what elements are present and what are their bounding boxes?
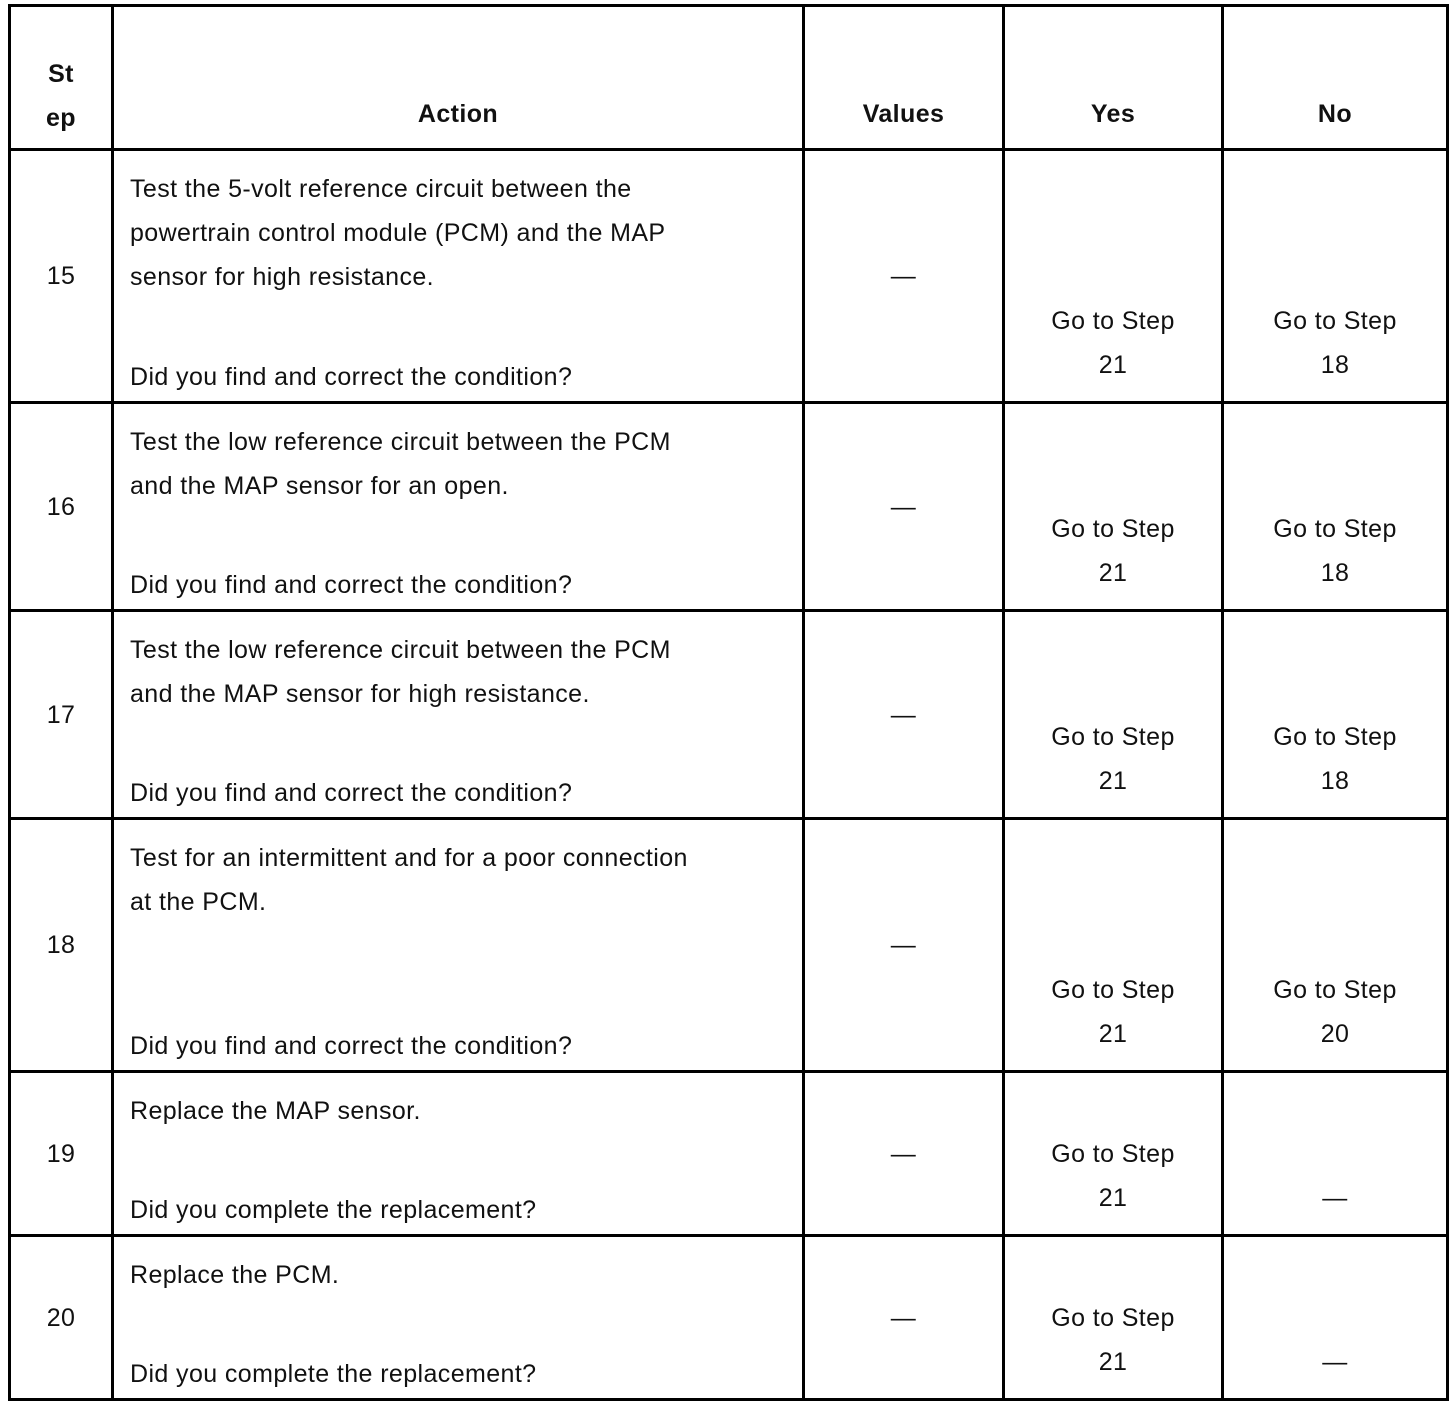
action-line: at the PCM. [130, 888, 267, 916]
step-number: 16 [10, 403, 113, 611]
no-goto-step: 18 [1320, 351, 1350, 379]
yes-goto-label: Go to Step [1051, 976, 1175, 1004]
yes-goto-label: Go to Step [1051, 723, 1175, 751]
yes-cell [1004, 611, 1223, 819]
header-step-line1: St [48, 60, 74, 88]
step-number: 17 [10, 611, 113, 819]
step-number: 15 [10, 150, 113, 403]
action-text [130, 1237, 792, 1297]
yes-goto-step: 21 [1098, 351, 1128, 379]
yes-goto-label: Go to Step [1051, 1140, 1175, 1168]
step-number: 18 [10, 819, 113, 1072]
header-step-line2: ep [46, 104, 76, 132]
values-cell: — [804, 611, 1004, 819]
action-question: Did you find and correct the condition? [130, 363, 573, 391]
header-values: Values [804, 6, 1004, 150]
action-line: Test the 5-volt reference circuit between the [130, 175, 632, 203]
action-cell [113, 1072, 804, 1236]
header-yes: Yes [1004, 6, 1223, 150]
yes-cell [1004, 150, 1223, 403]
action-line: Replace the PCM. [130, 1261, 340, 1289]
yes-goto-label: Go to Step [1051, 1304, 1175, 1332]
diagnostic-table [8, 4, 1449, 1401]
yes-cell [1004, 819, 1223, 1072]
action-cell [113, 150, 804, 403]
table-row [10, 1236, 1448, 1400]
no-goto-label: Go to Step [1273, 515, 1397, 543]
no-goto-step: — [1322, 1348, 1348, 1376]
header-action: Action [113, 6, 804, 150]
yes-goto-label: Go to Step [1051, 515, 1175, 543]
no-goto-label: Go to Step [1273, 723, 1397, 751]
action-line: and the MAP sensor for an open. [130, 472, 509, 500]
table-row [10, 819, 1448, 1072]
no-goto-label [1224, 1296, 1446, 1340]
no-goto-step: — [1322, 1184, 1348, 1212]
yes-cell [1004, 403, 1223, 611]
table-row [10, 150, 1448, 403]
action-line: sensor for high resistance. [130, 263, 435, 291]
no-cell [1223, 150, 1448, 403]
values-cell: — [804, 819, 1004, 1072]
table-row [10, 1072, 1448, 1236]
values-cell: — [804, 150, 1004, 403]
no-goto-label: Go to Step [1273, 307, 1397, 335]
values-cell: — [804, 1072, 1004, 1236]
action-text [130, 612, 792, 716]
no-goto-step: 20 [1320, 1020, 1350, 1048]
action-question: Did you find and correct the condition? [130, 779, 573, 807]
step-number: 20 [10, 1236, 113, 1400]
action-question: Did you find and correct the condition? [130, 571, 573, 599]
action-cell [113, 1236, 804, 1400]
no-cell [1223, 819, 1448, 1072]
yes-cell [1004, 1236, 1223, 1400]
action-line: and the MAP sensor for high resistance. [130, 680, 590, 708]
action-text [130, 151, 792, 299]
action-line: Test the low reference circuit between the PCM [130, 636, 671, 664]
action-question: Did you find and correct the condition? [130, 1032, 573, 1060]
action-line: Test the low reference circuit between the PCM [130, 428, 671, 456]
action-cell [113, 403, 804, 611]
yes-goto-label: Go to Step [1051, 307, 1175, 335]
action-line: powertrain control module (PCM) and the MAP [130, 219, 666, 247]
action-text [130, 820, 792, 924]
no-cell [1223, 1072, 1448, 1236]
action-cell [113, 611, 804, 819]
no-cell [1223, 1236, 1448, 1400]
table-row [10, 403, 1448, 611]
yes-goto-step: 21 [1098, 1348, 1128, 1376]
header-row [10, 6, 1448, 150]
yes-goto-step: 21 [1098, 559, 1128, 587]
table-row [10, 611, 1448, 819]
no-goto-label [1224, 1132, 1446, 1176]
yes-cell [1004, 1072, 1223, 1236]
values-cell: — [804, 403, 1004, 611]
action-cell [113, 819, 804, 1072]
yes-goto-step: 21 [1098, 1184, 1128, 1212]
action-text [130, 1073, 792, 1133]
no-cell [1223, 611, 1448, 819]
no-cell [1223, 403, 1448, 611]
step-number: 19 [10, 1072, 113, 1236]
no-goto-label: Go to Step [1273, 976, 1397, 1004]
yes-goto-step: 21 [1098, 767, 1128, 795]
action-text [130, 404, 792, 508]
no-goto-step: 18 [1320, 559, 1350, 587]
values-cell: — [804, 1236, 1004, 1400]
no-goto-step: 18 [1320, 767, 1350, 795]
header-no: No [1223, 6, 1448, 150]
yes-goto-step: 21 [1098, 1020, 1128, 1048]
action-question: Did you complete the replacement? [130, 1360, 537, 1388]
header-step [10, 6, 113, 150]
action-line: Test for an intermittent and for a poor connection [130, 844, 688, 872]
action-line: Replace the MAP sensor. [130, 1097, 421, 1125]
action-question: Did you complete the replacement? [130, 1196, 537, 1224]
